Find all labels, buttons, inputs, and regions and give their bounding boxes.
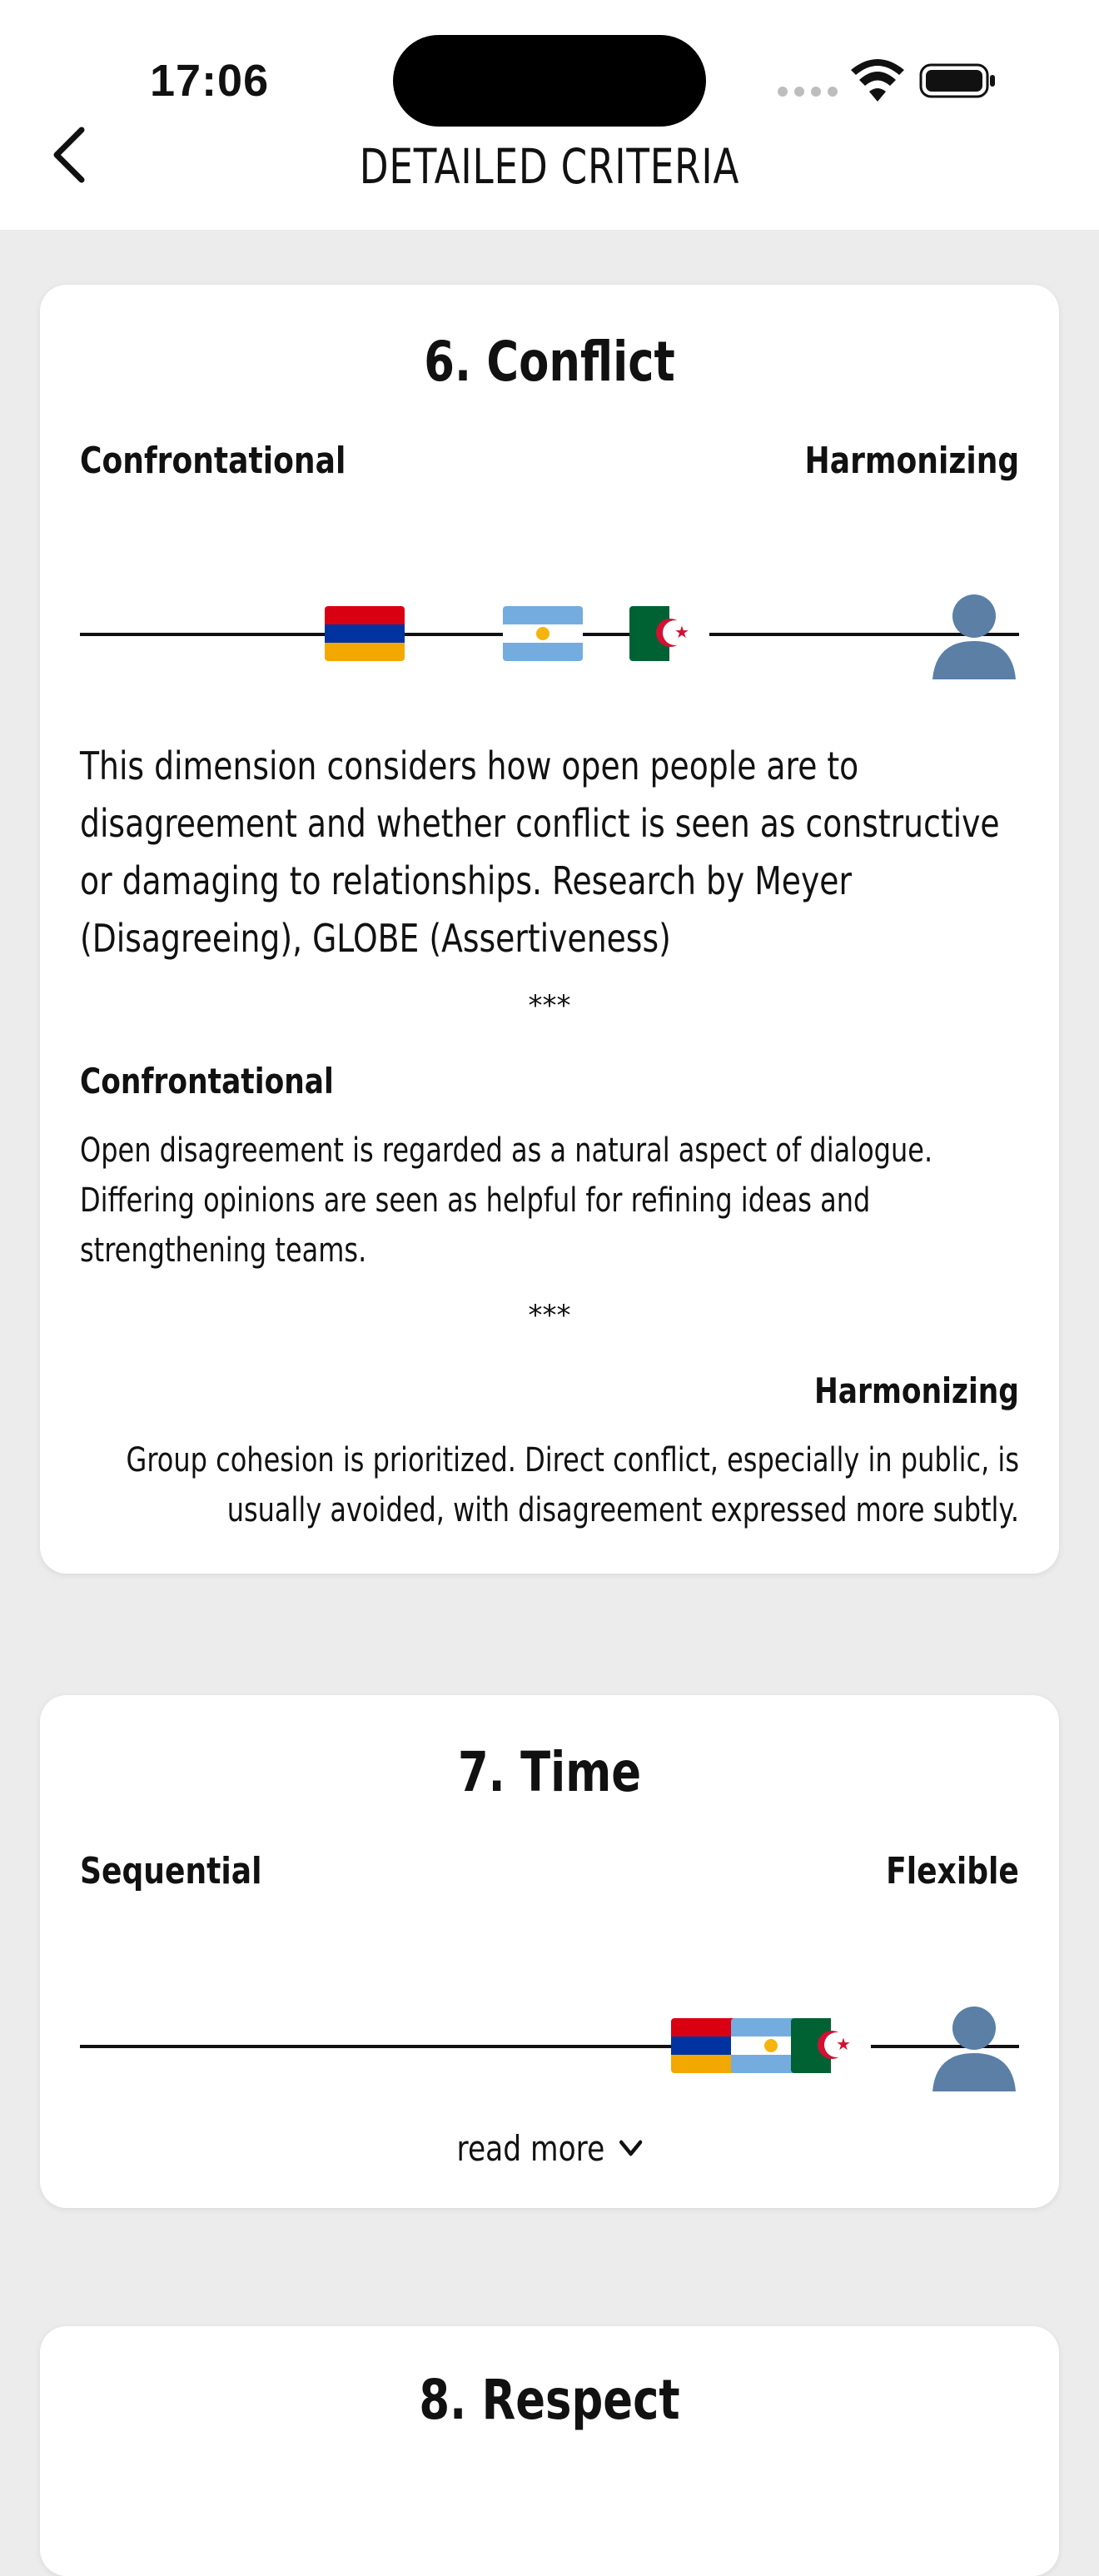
argentina-flag-icon — [503, 606, 583, 661]
scale-line — [80, 2045, 1019, 2048]
chevron-down-icon — [618, 2139, 643, 2159]
armenia-flag-icon — [325, 606, 405, 661]
left-pole-heading: Confrontational — [80, 1061, 334, 1102]
back-button[interactable] — [47, 123, 97, 186]
right-pole-label: Flexible — [886, 1850, 1019, 1892]
left-pole-text: Open disagreement is regarded as a natural aspect of dialogue. Differing opinions are seen as helpful for refining ideas and strengthening teams. — [80, 1131, 933, 1270]
right-pole-heading: Harmonizing — [814, 1370, 1019, 1411]
criteria-card-conflict — [40, 285, 1059, 1574]
algeria-flag-icon: ★ — [629, 606, 709, 661]
battery-icon — [919, 63, 996, 98]
right-pole-label: Harmonizing — [804, 440, 1019, 482]
criteria-card-respect — [40, 2326, 1059, 2576]
dimension-description: This dimension considers how open people are to disagreement and whether conflict is seen as constructive or damaging to relationships. Research by Meyer (Disagreeing), GLOBE (Assertiveness) — [80, 743, 1000, 961]
left-pole-label: Confrontational — [80, 440, 346, 482]
right-pole-text: Group cohesion is prioritized. Direct conflict, especially in public, is usually avoided, with disagreement expressed more subtly. — [126, 1441, 1019, 1529]
top-bar — [0, 0, 1099, 230]
dynamic-island — [393, 35, 706, 127]
card-title: 7. Time — [457, 1740, 642, 1804]
page-title: DETAILED CRITERIA — [359, 138, 740, 195]
status-time: 17:06 — [150, 56, 270, 106]
left-pole-label: Sequential — [80, 1850, 262, 1892]
criteria-card-time — [40, 1695, 1059, 2208]
user-silhouette-icon — [929, 2002, 1019, 2091]
card-title: 8. Respect — [419, 2368, 680, 2432]
algeria-flag-icon: ★ — [791, 2018, 871, 2073]
separator: *** — [528, 989, 571, 1022]
cellular-signal-icon — [778, 87, 838, 97]
user-silhouette-icon — [929, 589, 1019, 679]
read-more-label: read more — [456, 2128, 604, 2169]
card-title: 6. Conflict — [424, 330, 675, 394]
wifi-icon — [851, 58, 904, 103]
read-more-button[interactable] — [40, 2128, 1059, 2169]
separator: *** — [528, 1299, 571, 1332]
